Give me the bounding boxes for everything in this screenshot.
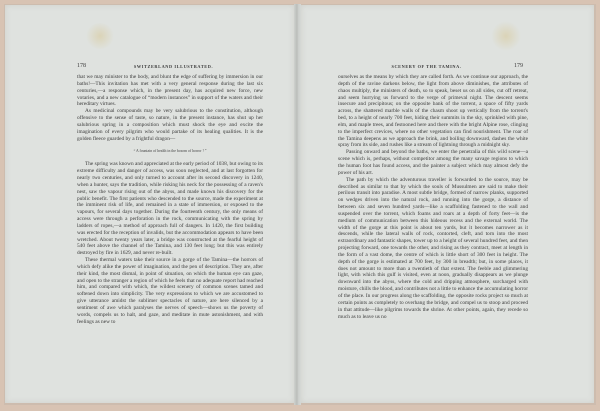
left-page	[5, 5, 294, 403]
right-page	[301, 5, 594, 403]
right-page-body	[338, 74, 528, 320]
paper-stain	[85, 23, 115, 49]
page-number: 178	[77, 63, 86, 69]
book-spread	[4, 4, 596, 405]
left-page-header	[77, 61, 261, 71]
running-head: SWITZERLAND ILLUSTRATED.	[133, 63, 214, 69]
paragraph: The path by which the adventurous traveller is forwarded to the source, may be described as similar to that by which the souls of Mussulmen are said to make their perilous transit into paradise. A most subtle bridge, formed of narrow planks, supported on wedges driven into the natural rock, and running into the gorge, a distance of between six and seven hundred yards—like a scaffolding fastened to the wall and suspended over the torrent, which foams and roars at a depth of forty feet—is the medium of communication between this hideous recess and the external world. The width of the gorge at this point is about ten yards, but it becomes narrower as it descends, while the lateral walls of rock, contorted, cleft, and torn into the most extraordinary and fantastic shapes, tower up to a height of several hundred feet, and then projecting forward, one towards the other, and rising as they contract, meet at length in the form of a vast dome, the centre of which is little short of 300 feet in height. The depth of the gorge is estimated at 700 feet, by 300 in breadth; but, in some places, it does not amount to more than a twentieth of that extent. The feeble and glimmering light, with which this gulf is visited, even at noon, gradually disappears as we plunge downward into the abyss, where the cold and dripping atmosphere, surcharged with moisture, chills the blood, and contributes not a little to enhance the accumulating horror of the place. In our progress along the scaffolding, the opposite rocks project so much at certain points as completely to overhang the bridge, and compel us to stoop and proceed in that attitude—like pilgrims towards the shrine. At other points, again, they recede so much as to leave us no	[338, 176, 528, 320]
book-gutter	[294, 4, 301, 405]
page-number: 179	[514, 63, 523, 69]
running-head: SCENERY OF THE TAMINA.	[391, 63, 462, 69]
paragraph: that we may minister to the body, and blunt the edge of suffering by immersion in our baths!—This invitation has met with a very general response during the last six centuries,—a response which, in the present day, has acquired new force, new votaries, and a new catalogue of “modern instances” in support of the waters and their hereditary virtues.	[77, 74, 263, 108]
right-page-header	[339, 61, 523, 71]
paragraph: The spring was known and appreciated at the early period of 1038, but owing to its extreme difficulty and danger of access, was soon neglected, and at last forgotten for nearly two centuries, and only turned to account after its second discovery in 1240, when a hunter, says the tradition, while risking his neck for the possessing of a raven's nest, saw the vapour rising out of the abyss, and made known his discovery for the public benefit. The first patients who descended to the source, made the experiment at the imminent risk of life, and remained in a state of immersion, or exposed to the vapours, for several days together. During the fourteenth century, the only means of access were through a perforation in the rock, communicating with the spring by ladders of ropes,—a method of approach full of dangers. In 1420, the first building was erected for the reception of invalids, but the accommodation appears to have been wretched. About twenty years later, a bridge was constructed at the fearful height of 540 feet above the channel of the Tamina, and 130 feet long; but this was entirely destroyed by fire in 1629, and never re-built.	[77, 161, 263, 257]
block-quote: “ A fountain of health in the bosom of horror ! ”	[133, 149, 207, 154]
paragraph: As medicinal compounds may be very salubrious to the constitution, although offensive to the sense of taste, so nature, in the present instance, has shut up her salubrious spring in a composition which must shock the eye and excite the imagination of every pilgrim who would partake of its healing qualities. It is the golden fleece guarded by a frightful dragon—	[77, 108, 263, 142]
paragraph: ourselves as the means by which they are called forth. As we continue our approach, the depth of the ravine darkens below, the light from above diminishes, the attributes of chaos multiply, the ministers of death, so to speak, beset us on all sides, cut off retreat, and seem hurrying us forward to the verge of primeval night. The descent seems insecure and precipitous; on the opposite bank of the torrent, a space of fifty yards across, the shattered marble walls of the chasm shoot up vertically from the torrent's bed, to a height of nearly 700 feet, hiding their summits in the sky, sprinkled with pine, elm, and maple trees, and festooned here and there with the bright Alpine rose, clinging to the imperfect crevices, where no other vegetation can find nourishment. The roar of the Tamina deepens as we approach the brink, and boiling downward, dashes the white spray from its side, and rushes like a stream of lightning through a midnight sky.	[338, 74, 528, 149]
left-page-body	[77, 74, 263, 326]
paper-stain	[491, 21, 521, 51]
paragraph: Passing onward and beyond the baths, we enter the penetralia of this wild scene—a scene which is, perhaps, without competitor among the many savage regions to which the human foot has found access, and the painter a subject which may almost defy the power of his art.	[338, 149, 528, 176]
paragraph: These thermal waters take their source in a gorge of the Tamina—the horrors of which defy alike the power of imagination, and the pen of description. They are, after their kind, the most dismal, in point of situation, on which the human eye can gaze, and open to the stranger a region of which he feels that no adequate report had reached him, and compared with which, the wildest scenery of common scenes tamed and softened down into simplicity. The very expressions to which we are accustomed to give utterance amidst the sublimer spectacles of nature, are here silenced by a sentiment of awe which paralyses the nerves of speech—shows us the poverty of words, compels us to halt, and gaze, and meditate in mute astonishment, and with feelings as new to	[77, 257, 263, 325]
